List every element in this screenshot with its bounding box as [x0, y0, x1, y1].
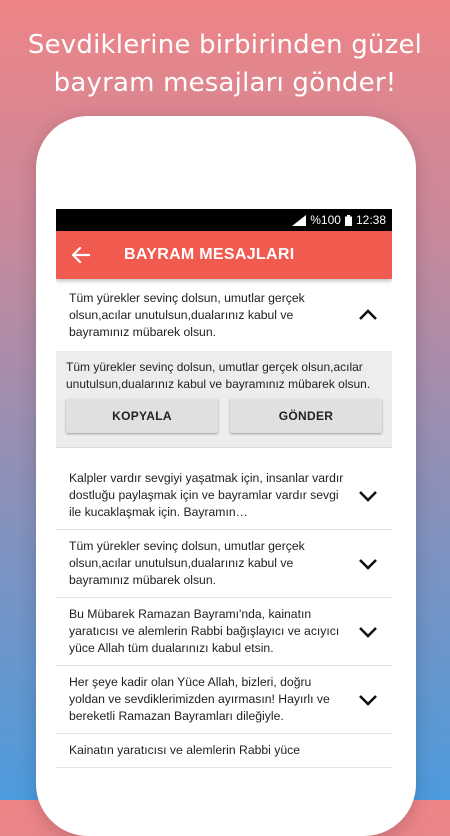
signal-icon	[292, 215, 306, 226]
chevron-up-icon[interactable]	[358, 306, 378, 324]
expanded-message-text: Tüm yürekler sevinç dolsun, umutlar gerçek olsun,acılar unutulsun,dualarınız kabul ve bayramınız mübarek olsun.	[66, 360, 371, 391]
page-title: BAYRAM MESAJLARI	[124, 246, 295, 263]
app-bar	[56, 231, 392, 279]
promo-line-1: Sevdiklerine birbirinden güzel	[27, 30, 423, 60]
chevron-down-icon[interactable]	[358, 623, 378, 641]
message-item-5[interactable]	[56, 666, 392, 734]
chevron-down-icon[interactable]	[358, 691, 378, 709]
back-button[interactable]	[64, 231, 98, 279]
send-button[interactable]: GÖNDER	[230, 399, 382, 433]
copy-button[interactable]: KOPYALA	[66, 399, 218, 433]
message-text: Tüm yürekler sevinç dolsun, umutlar gerçek olsun,acılar unutulsun,dualarınız kabul ve bayramınız mübarek olsun.	[69, 291, 305, 339]
list-spacer	[56, 448, 392, 462]
message-text: Tüm yürekler sevinç dolsun, umutlar gerçek olsun,acılar unutulsun,dualarınız kabul ve bayramınız mübarek olsun.	[69, 539, 305, 587]
chevron-down-icon[interactable]	[358, 487, 378, 505]
message-text: Kainatın yaratıcısı ve alemlerin Rabbi yüce	[69, 743, 300, 757]
message-text: Her şeye kadir olan Yüce Allah, bizleri, doğru yoldan ve sevdiklerimizden ayırmasın! Hayırlı ve bereketli Ramazan Bayramları dileğiyle.	[69, 675, 330, 723]
message-text: Kalpler vardır sevgiyi yaşatmak için, insanlar vardır dostluğu paylaşmak için ve bayramlar vardır sevgi ile kucaklaşmak için. Bayramın…	[69, 471, 344, 519]
battery-percent: %100	[310, 213, 341, 227]
arrow-left-icon	[72, 247, 90, 263]
message-text: Bu Mübarek Ramazan Bayramı'nda, kainatın yaratıcısı ve alemlerin Rabbi bağışlayıcı ve acıyıcı yüce Allah tüm dualarınızı kabul etsin.	[69, 607, 340, 655]
status-bar	[56, 209, 392, 231]
message-item-4[interactable]	[56, 598, 392, 666]
message-item-6[interactable]	[56, 734, 392, 768]
message-item-1[interactable]	[56, 279, 392, 351]
expanded-message-panel	[56, 351, 392, 448]
status-time: 12:38	[355, 213, 386, 227]
chevron-down-icon[interactable]	[358, 555, 378, 573]
battery-icon	[345, 215, 352, 226]
message-actions	[66, 399, 382, 433]
message-item-2[interactable]	[56, 462, 392, 530]
message-item-3[interactable]	[56, 530, 392, 598]
phone-screen	[56, 209, 392, 809]
promo-headline	[0, 26, 450, 102]
promo-line-2: bayram mesajları gönder!	[53, 68, 397, 98]
